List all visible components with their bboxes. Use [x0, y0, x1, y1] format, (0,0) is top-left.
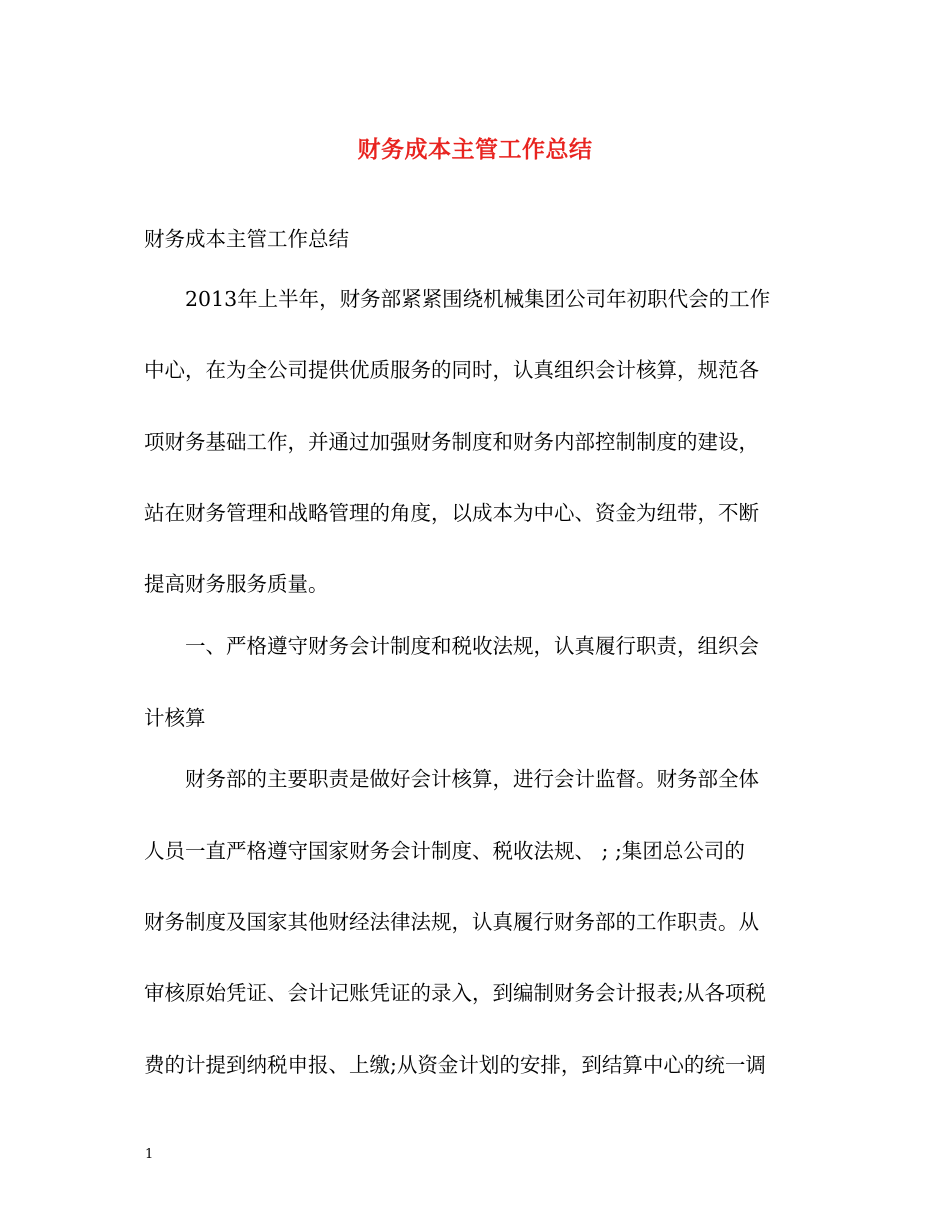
body-line: 人员一直严格遵守国家财务会计制度、税收法规、 ; ;集团总公司的	[144, 839, 745, 863]
document-title: 财务成本主管工作总结	[357, 136, 593, 163]
body-line: 审核原始凭证、会计记账凭证的录入，到编制财务会计报表;从各项税	[144, 981, 766, 1005]
body-line: 计核算	[144, 706, 206, 730]
body-line: 2013年上半年，财务部紧紧围绕机械集团公司年初职代会的工作	[144, 287, 771, 311]
body-line: 财务制度及国家其他财经法律法规，认真履行财务部的工作职责。从	[144, 910, 759, 934]
body-line: 一、严格遵守财务会计制度和税收法规，认真履行职责，组织会	[144, 634, 759, 658]
body-line: 财务成本主管工作总结	[144, 227, 349, 251]
body-line: 财务部的主要职责是做好会计核算，进行会计监督。财务部全体	[144, 767, 759, 791]
body-line: 提高财务服务质量。	[144, 572, 329, 596]
body-line: 站在财务管理和战略管理的角度，以成本为中心、资金为纽带，不断	[144, 501, 759, 525]
body-line: 中心，在为全公司提供优质服务的同时，认真组织会计核算，规范各	[144, 358, 759, 382]
body-line: 费的计提到纳税申报、上缴;从资金计划的安排，到结算中心的统一调	[144, 1053, 766, 1077]
body-line: 项财务基础工作，并通过加强财务制度和财务内部控制制度的建设，	[144, 430, 759, 454]
page-number: 1	[145, 1147, 154, 1162]
